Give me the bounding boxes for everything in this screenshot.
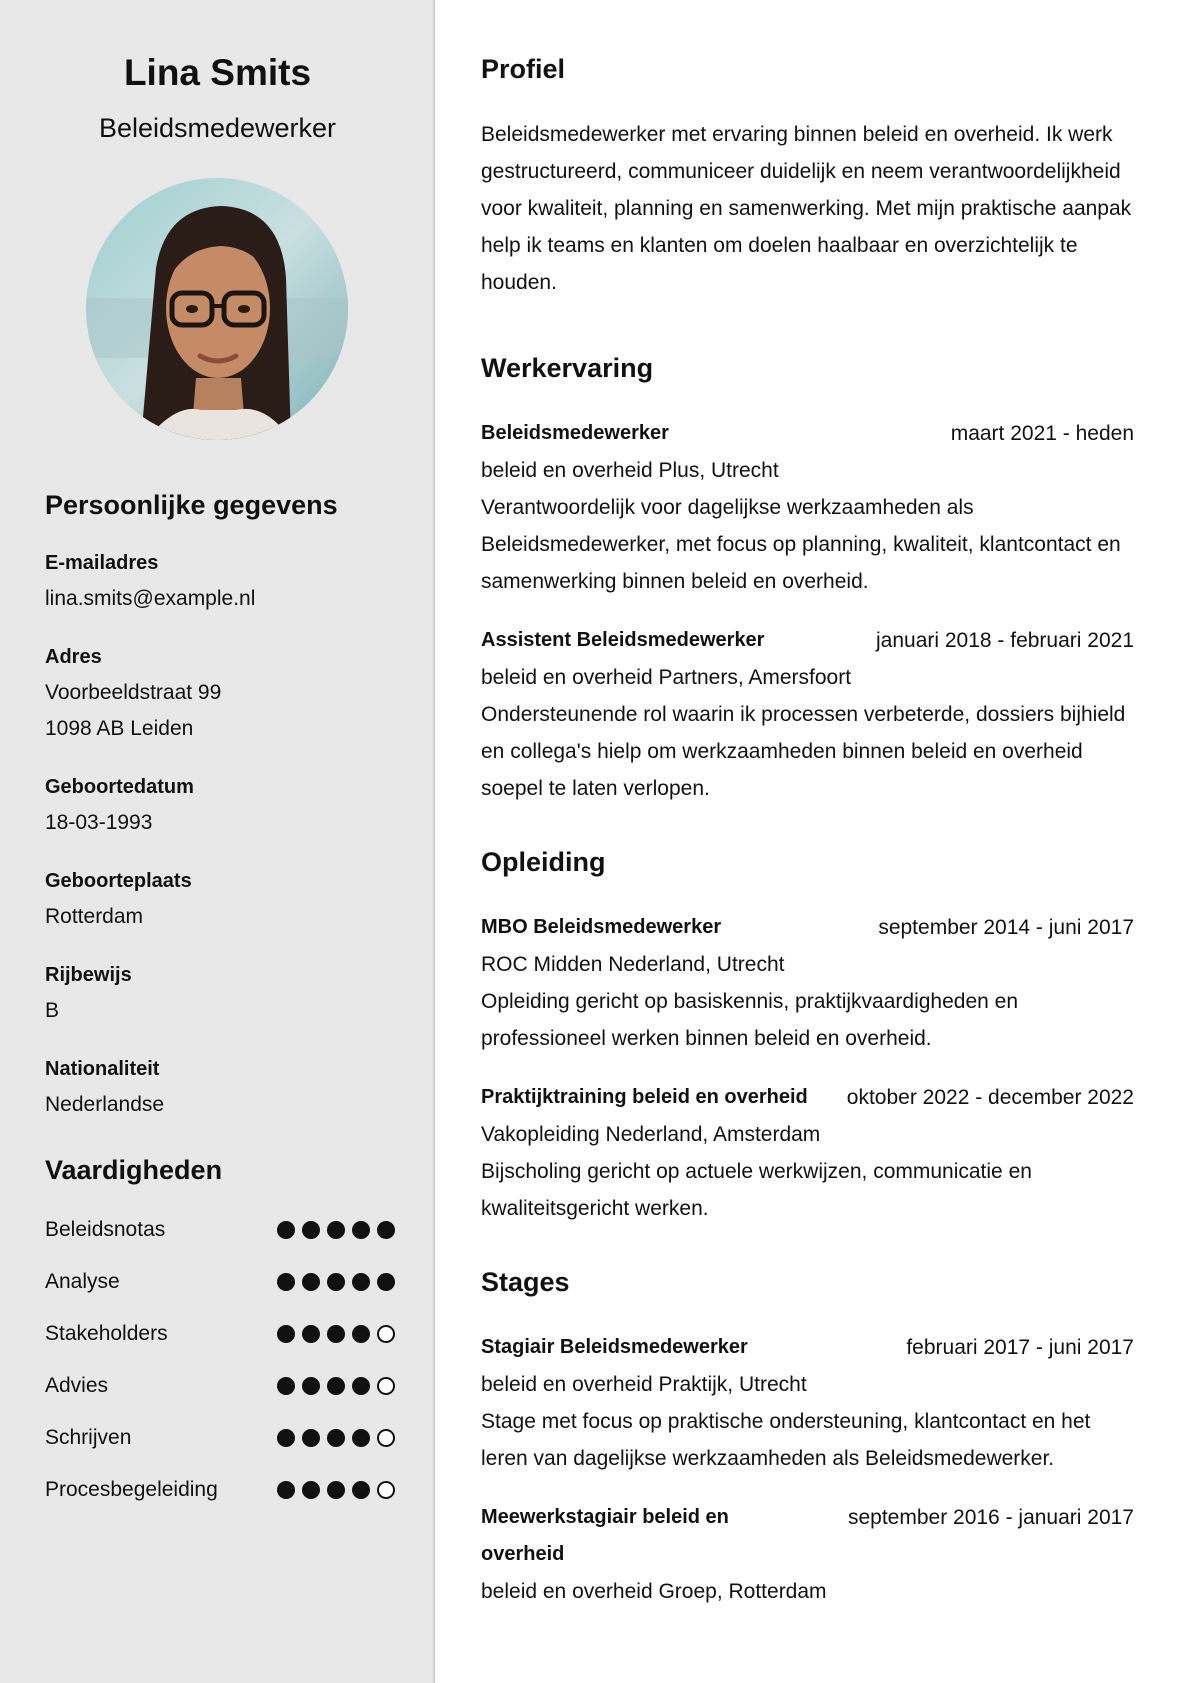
entry-organization: beleid en overheid Praktijk, Utrecht [481, 1373, 807, 1396]
skill-name: Advies [45, 1374, 109, 1397]
skill-rating [277, 1273, 395, 1291]
sidebar [0, 0, 435, 1683]
rating-dot-filled-icon [327, 1325, 345, 1343]
profile-photo [86, 178, 348, 440]
entry-title: Assistent Beleidsmedewerker [481, 629, 765, 651]
entry-organization: ROC Midden Nederland, Utrecht [481, 953, 785, 976]
rating-dot-filled-icon [302, 1221, 320, 1239]
skill-row [45, 1204, 395, 1256]
rating-dot-filled-icon [327, 1481, 345, 1499]
entry-date: september 2014 - juni 2017 [878, 916, 1134, 939]
entry-date: maart 2021 - heden [950, 422, 1134, 445]
rating-dot-filled-icon [352, 1273, 370, 1291]
internship-entry [481, 1499, 1134, 1610]
education-entry [481, 1079, 1134, 1227]
entry-description: Verantwoordelijk voor dagelijkse werkzaamheden als Beleidsmedewerker, met focus op planning, kwaliteit, klantcontact en samenwerking binnen beleid en overheid. [481, 496, 1121, 593]
profile-text: Beleidsmedewerker met ervaring binnen beleid en overheid. Ik werk gestructureerd, communiceer duidelijk en neem verantwoordelijkheid voor kwaliteit, planning en samenwerking. Met mijn praktische aanpak help ik teams en klanten om doelen haalbaar en overzichtelijk te houden. [481, 123, 1132, 294]
person-title: Beleidsmedewerker [98, 113, 337, 143]
rating-dot-empty-icon [377, 1377, 395, 1395]
education-entry [481, 909, 1134, 1057]
portrait-image [86, 178, 348, 440]
personal-value: lina.smits@example.nl [45, 587, 256, 610]
entry-organization: Vakopleiding Nederland, Amsterdam [481, 1123, 821, 1146]
experience-entry [481, 415, 1134, 600]
entry-organization: beleid en overheid Groep, Rotterdam [481, 1580, 827, 1603]
education-heading: Opleiding [481, 847, 606, 877]
skill-rating [277, 1221, 395, 1239]
personal-item-birthplace [45, 863, 395, 935]
personal-label: Geboorteplaats [45, 870, 192, 892]
rating-dot-filled-icon [277, 1221, 295, 1239]
rating-dot-empty-icon [377, 1429, 395, 1447]
rating-dot-filled-icon [327, 1221, 345, 1239]
skills-heading: Vaardigheden [45, 1155, 223, 1185]
rating-dot-filled-icon [302, 1325, 320, 1343]
rating-dot-filled-icon [277, 1273, 295, 1291]
rating-dot-filled-icon [352, 1221, 370, 1239]
entry-title: Praktijktraining beleid en overheid [481, 1086, 808, 1108]
entry-description: Stage met focus op praktische ondersteuning, klantcontact en het leren van dagelijkse werkzaamheden als Beleidsmedewerker. [481, 1410, 1091, 1470]
skill-row [45, 1256, 395, 1308]
entry-description: Ondersteunende rol waarin ik processen verbeterde, dossiers bijhield en collega's hielp om werkzaamheden binnen beleid en overheid soepel te laten verlopen. [481, 703, 1126, 800]
rating-dot-filled-icon [302, 1273, 320, 1291]
entry-organization: beleid en overheid Partners, Amersfoort [481, 666, 852, 689]
entry-date: januari 2018 - februari 2021 [875, 629, 1134, 652]
rating-dot-filled-icon [377, 1273, 395, 1291]
skill-row [45, 1308, 395, 1360]
entry-description: Bijscholing gericht op actuele werkwijzen, communicatie en kwaliteitsgericht werken. [481, 1160, 1032, 1220]
personal-item-license [45, 957, 395, 1029]
personal-value: Nederlandse [45, 1093, 165, 1116]
skill-row [45, 1464, 395, 1516]
personal-label: Geboortedatum [45, 776, 194, 798]
rating-dot-filled-icon [352, 1377, 370, 1395]
person-name: Lina Smits [123, 52, 312, 93]
skill-row [45, 1360, 395, 1412]
entry-date: oktober 2022 - december 2022 [846, 1086, 1134, 1109]
personal-label: E-mailadres [45, 552, 159, 574]
personal-value: 18-03-1993 [45, 811, 153, 834]
rating-dot-filled-icon [327, 1273, 345, 1291]
rating-dot-filled-icon [302, 1481, 320, 1499]
rating-dot-filled-icon [277, 1429, 295, 1447]
profile-section [481, 48, 1134, 301]
experience-entry [481, 622, 1134, 807]
skill-name: Analyse [45, 1270, 120, 1293]
entry-title: MBO Beleidsmedewerker [481, 916, 722, 938]
entry-date: februari 2017 - juni 2017 [906, 1336, 1134, 1359]
internships-heading: Stages [481, 1267, 570, 1297]
personal-label: Rijbewijs [45, 964, 132, 986]
personal-label: Nationaliteit [45, 1058, 160, 1080]
skill-rating [277, 1481, 395, 1499]
internship-entry [481, 1329, 1134, 1477]
profile-heading: Profiel [481, 54, 566, 84]
sidebar-content [45, 490, 395, 1516]
entry-organization: beleid en overheid Plus, Utrecht [481, 459, 779, 482]
personal-label: Adres [45, 646, 102, 668]
main-content [437, 0, 1190, 1683]
rating-dot-empty-icon [377, 1325, 395, 1343]
personal-item-email [45, 545, 395, 617]
personal-item-address [45, 639, 395, 747]
entry-date: september 2016 - januari 2017 [847, 1506, 1134, 1529]
skill-name: Schrijven [45, 1426, 132, 1449]
rating-dot-filled-icon [277, 1325, 295, 1343]
personal-value: Voorbeeldstraat 99 [45, 681, 222, 704]
rating-dot-filled-icon [352, 1481, 370, 1499]
entry-title: Beleidsmedewerker [481, 422, 669, 444]
skill-rating [277, 1325, 395, 1343]
rating-dot-empty-icon [377, 1481, 395, 1499]
personal-item-nationality [45, 1051, 395, 1123]
personal-value: Rotterdam [45, 905, 144, 928]
rating-dot-filled-icon [277, 1481, 295, 1499]
rating-dot-filled-icon [352, 1325, 370, 1343]
entry-description: Opleiding gericht op basiskennis, praktijkvaardigheden en professioneel werken binnen beleid en overheid. [481, 990, 1018, 1050]
entry-title: Stagiair Beleidsmedewerker [481, 1336, 748, 1358]
skill-row [45, 1412, 395, 1464]
personal-value: B [45, 999, 60, 1022]
entry-title: Meewerkstagiair beleid en overheid [481, 1506, 729, 1565]
skill-rating [277, 1429, 395, 1447]
personal-heading: Persoonlijke gegevens [45, 490, 338, 520]
personal-value: 1098 AB Leiden [45, 717, 194, 740]
skill-name: Procesbegeleiding [45, 1478, 218, 1501]
skill-name: Stakeholders [45, 1322, 168, 1345]
skill-name: Beleidsnotas [45, 1218, 166, 1241]
skills-list [45, 1204, 395, 1516]
experience-heading: Werkervaring [481, 353, 654, 383]
rating-dot-filled-icon [302, 1429, 320, 1447]
rating-dot-filled-icon [302, 1377, 320, 1395]
personal-item-birthdate [45, 769, 395, 841]
experience-section [481, 347, 1134, 807]
rating-dot-filled-icon [327, 1377, 345, 1395]
education-section [481, 841, 1134, 1227]
rating-dot-filled-icon [352, 1429, 370, 1447]
skill-rating [277, 1377, 395, 1395]
rating-dot-filled-icon [377, 1221, 395, 1239]
rating-dot-filled-icon [327, 1429, 345, 1447]
rating-dot-filled-icon [277, 1377, 295, 1395]
internships-section [481, 1261, 1134, 1610]
